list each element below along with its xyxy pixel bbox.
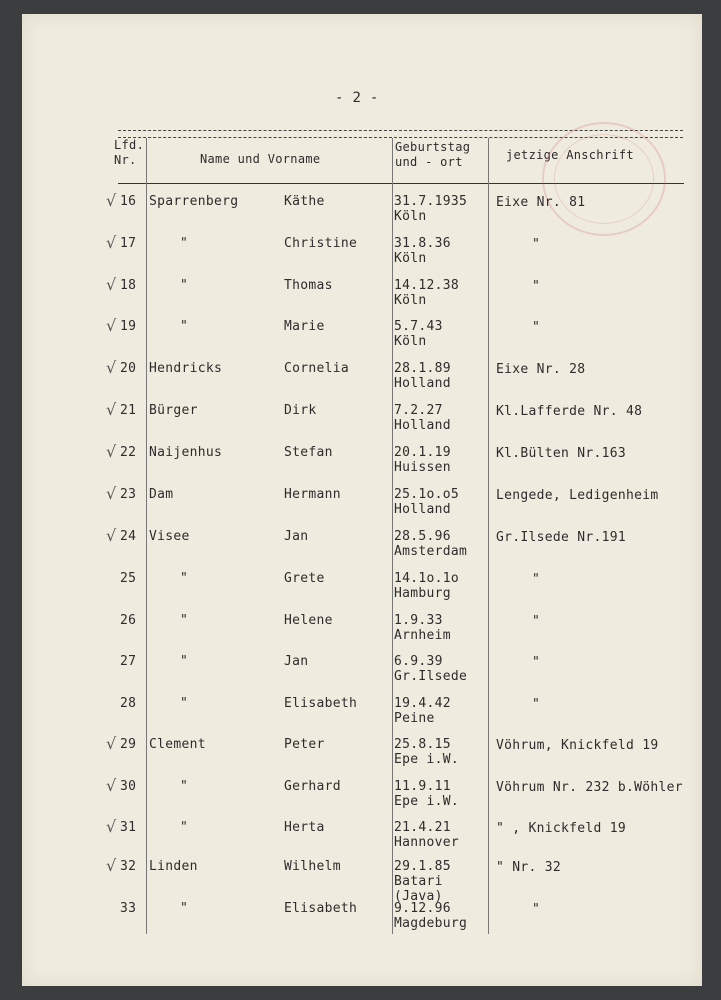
header-name: Name und Vorname [200,152,321,166]
birth-place: Hannover [394,835,460,850]
column-divider-3 [488,138,489,934]
firstname: Dirk [284,403,317,418]
row-number: 29 [120,737,137,752]
row-number: 18 [120,278,137,293]
birth-date: 7.2.27 [394,403,443,418]
birth-date-place [394,779,459,809]
birth-date: 21.4.21 [394,820,451,835]
birth-place: Batari [394,874,443,889]
column-divider-2 [392,138,393,934]
birth-place: Holland [394,376,451,391]
checkmark-icon: √ [106,442,117,461]
firstname: Christine [284,236,358,251]
current-address: " [532,655,541,670]
row-number: 27 [120,654,137,669]
birth-date-place [394,737,459,767]
birth-date: 14.12.38 [394,278,460,293]
checkmark-icon: √ [106,484,117,503]
surname: Naijenhus [149,445,223,460]
birth-date: 25.1o.o5 [394,487,460,502]
firstname: Hermann [284,487,341,502]
surname: " [180,319,189,334]
current-address: Vöhrum, Knickfeld 19 [496,738,659,753]
row-number: 30 [120,779,137,794]
row-number: 19 [120,319,137,334]
birth-place: Holland [394,418,451,433]
birth-place: Magdeburg [394,916,468,931]
firstname: Grete [284,571,325,586]
birth-date-place [394,859,451,904]
birth-place: (Java) [394,889,443,904]
firstname: Gerhard [284,779,341,794]
current-address: Kl.Lafferde Nr. 48 [496,404,643,419]
firstname: Jan [284,529,309,544]
birth-place: Huissen [394,460,451,475]
row-number: 20 [120,361,137,376]
row-number: 16 [120,194,137,209]
row-number: 23 [120,487,137,502]
checkmark-icon: √ [106,233,117,252]
surname: " [180,696,189,711]
birth-date-place [394,403,451,433]
current-address: " [532,279,541,294]
current-address: Vöhrum Nr. 232 b.Wöhler [496,780,683,795]
page-number: - 2 - [335,90,379,106]
firstname: Wilhelm [284,859,341,874]
birth-date: 28.1.89 [394,361,451,376]
birth-date: 9.12.96 [394,901,451,916]
birth-date-place [394,696,451,726]
birth-date-place [394,613,451,643]
birth-date: 29.1.85 [394,859,451,874]
surname: " [180,901,189,916]
birth-place: Gr.Ilsede [394,669,468,684]
checkmark-icon: √ [106,734,117,753]
birth-place: Peine [394,711,435,726]
birth-date: 31.7.1935 [394,194,468,209]
row-number: 31 [120,820,137,835]
rubber-stamp [542,122,666,236]
birth-date-place [394,654,467,684]
row-number: 28 [120,696,137,711]
surname: Linden [149,859,198,874]
current-address: Eixe Nr. 81 [496,195,586,210]
checkmark-icon: √ [106,856,117,875]
checkmark-icon: √ [106,358,117,377]
surname: Hendricks [149,361,223,376]
birth-date-place [394,236,451,266]
row-number: 21 [120,403,137,418]
firstname: Peter [284,737,325,752]
birth-date-place [394,487,459,517]
surname: " [180,236,189,251]
header-lfd: Lfd. Nr. [114,138,145,167]
firstname: Jan [284,654,309,669]
row-number: 22 [120,445,137,460]
current-address: " [532,697,541,712]
column-divider-1 [146,138,147,934]
birth-date: 14.1o.1o [394,571,460,586]
birth-date: 19.4.42 [394,696,451,711]
surname: " [180,654,189,669]
current-address: " [532,572,541,587]
current-address: Gr.Ilsede Nr.191 [496,530,627,545]
current-address: Kl.Bülten Nr.163 [496,446,627,461]
birth-date-place [394,319,443,349]
checkmark-icon: √ [106,191,117,210]
surname: " [180,278,189,293]
current-address: Eixe Nr. 28 [496,362,586,377]
header-address: jetzige Anschrift [506,148,634,162]
checkmark-icon: √ [106,776,117,795]
birth-date-place [394,571,459,601]
row-number: 25 [120,571,137,586]
birth-date-place [394,361,451,391]
row-number: 26 [120,613,137,628]
current-address: " [532,614,541,629]
row-number: 24 [120,529,137,544]
firstname: Helene [284,613,333,628]
birth-place: Köln [394,209,427,224]
checkmark-icon: √ [106,316,117,335]
checkmark-icon: √ [106,400,117,419]
current-address: " Nr. 32 [496,860,562,875]
row-number: 33 [120,901,137,916]
current-address: " [532,237,541,252]
current-address: " , Knickfeld 19 [496,821,627,836]
firstname: Marie [284,319,325,334]
birth-date-place [394,445,451,475]
surname: " [180,613,189,628]
header-birth: Geburtstag und - ort [395,140,471,169]
surname: " [180,820,189,835]
birth-date-place [394,194,467,224]
checkmark-icon: √ [106,817,117,836]
row-number: 17 [120,236,137,251]
surname: Sparrenberg [149,194,239,209]
birth-place: Amsterdam [394,544,468,559]
surname: " [180,779,189,794]
birth-date: 28.5.96 [394,529,451,544]
birth-date: 5.7.43 [394,319,443,334]
birth-date: 1.9.33 [394,613,443,628]
firstname: Elisabeth [284,696,358,711]
birth-date: 11.9.11 [394,779,451,794]
birth-date-place [394,820,459,850]
birth-date-place [394,529,467,559]
birth-place: Holland [394,502,451,517]
surname: Clement [149,737,206,752]
firstname: Cornelia [284,361,350,376]
birth-date: 6.9.39 [394,654,443,669]
current-address: Lengede, Ledigenheim [496,488,659,503]
birth-date-place [394,901,467,931]
birth-place: Arnheim [394,628,451,643]
checkmark-icon: √ [106,275,117,294]
birth-date-place [394,278,459,308]
surname: " [180,571,189,586]
birth-place: Köln [394,293,427,308]
birth-place: Köln [394,251,427,266]
birth-date: 31.8.36 [394,236,451,251]
surname: Bürger [149,403,198,418]
current-address: " [532,320,541,335]
firstname: Elisabeth [284,901,358,916]
birth-place: Hamburg [394,586,451,601]
birth-date: 25.8.15 [394,737,451,752]
birth-place: Epe i.W. [394,794,460,809]
firstname: Käthe [284,194,325,209]
checkmark-icon: √ [106,526,117,545]
firstname: Stefan [284,445,333,460]
current-address: " [532,902,541,917]
firstname: Herta [284,820,325,835]
surname: Visee [149,529,190,544]
firstname: Thomas [284,278,333,293]
birth-place: Epe i.W. [394,752,460,767]
document-page [22,14,702,986]
birth-place: Köln [394,334,427,349]
birth-date: 20.1.19 [394,445,451,460]
row-number: 32 [120,859,137,874]
surname: Dam [149,487,174,502]
